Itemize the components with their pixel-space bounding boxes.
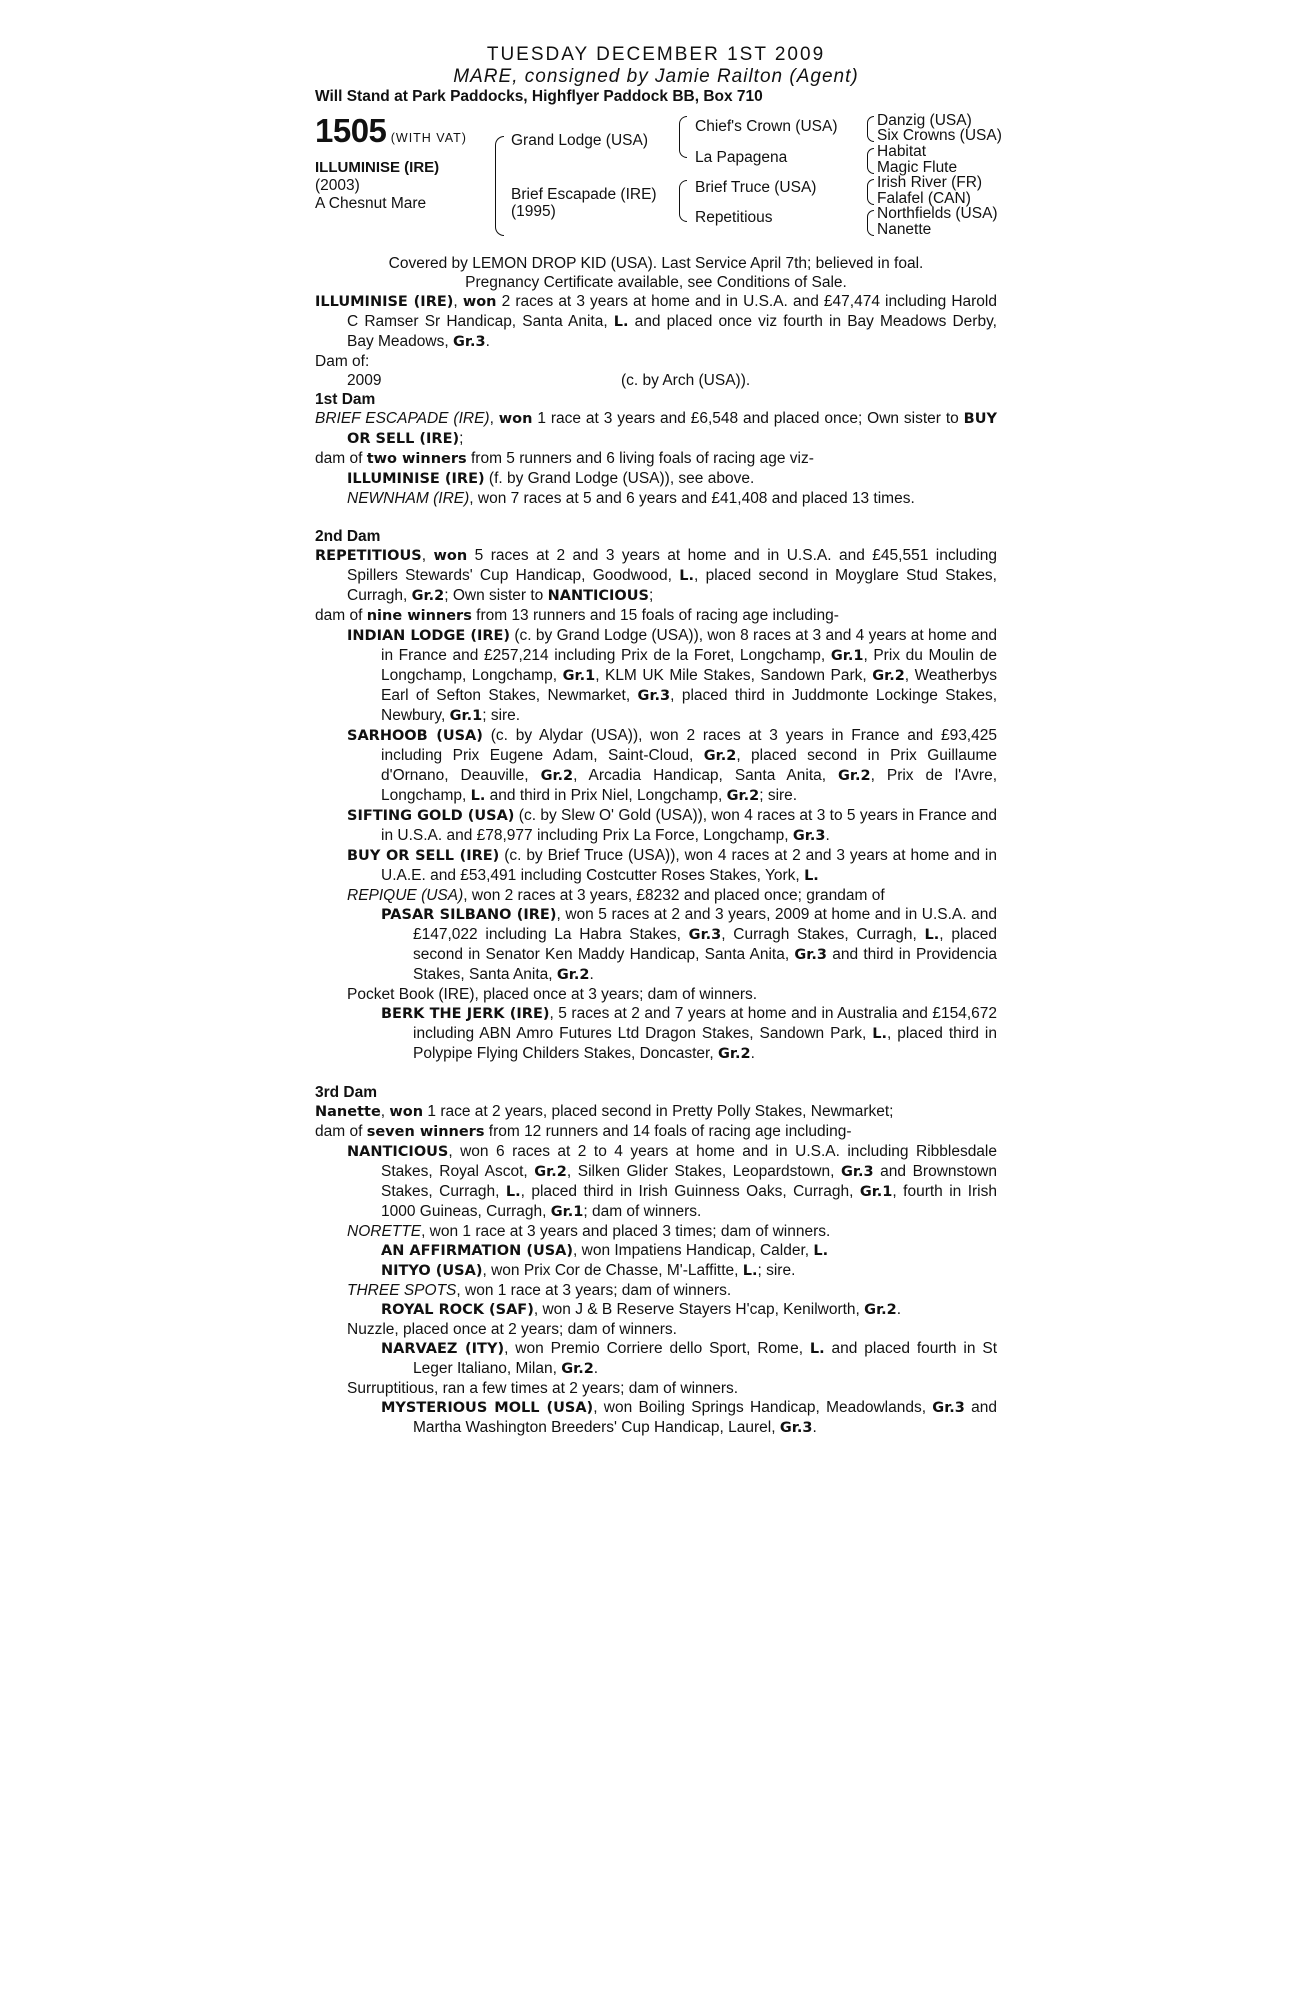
text: , 5 races at 2 and 7 years at home and in Australia and £154,672 including ABN Amro Futures Ltd Dragon Stakes, Sandown Park,: [413, 1005, 998, 1042]
dam-of-prefix: dam of: [315, 607, 367, 624]
lot-number: 1505: [315, 112, 387, 149]
text: .: [750, 1045, 755, 1062]
listed-mark: L.: [742, 1263, 758, 1279]
sale-date: TUESDAY DECEMBER 1ST 2009: [486, 44, 826, 65]
group-mark: Gr.1: [449, 708, 483, 724]
group-mark: Gr.3: [932, 1400, 965, 1416]
foal-name: INDIAN LODGE (IRE): [347, 628, 511, 644]
listed-mark: L.: [804, 868, 819, 884]
third-dam-section: 3rd Dam Nanette, won 1 race at 2 years, placed second in Pretty Polly Stakes, Newmarket; dam of seven winners from 12 runners and 14 foals of racing age including- NANTICIOUS, won 6 races at 2 to 4 years at home and in U.S.A. including Ribblesdale Stakes, Royal Ascot, Gr.2, Silken Glider Stakes, Leopardstown, Gr.3 and Brownstown Stakes, Curragh, L., placed third in Irish Guinness Oaks, Curragh, Gr.1, fourth in Irish 1000 Guineas, Curragh, Gr.1; dam of winners. NORETTE, won 1 race at 3 years and placed 3 times; dam of winners. AN AFFIRMATION (USA), won Impatiens Handicap, Calder, L. NITYO (USA), won Prix Cor de Chasse, M'-Laffitte, L.; sire. THREE SPOTS, won 1 race at 3 years; dam of winners. ROYAL ROCK (SAF), won J & B Reserve Stayers H'cap, Kenilworth, Gr.2. Nuzzle, placed once at 2 years; dam of winners. NARVAEZ (ITY), won Premio Corriere dello Sport, Rome, L. and placed fourth in St Leger Italiano, Milan, Gr.2. Surruptitious, ran a few times at 2 years; dam of winners. MYSTERIOUS MOLL (USA), won Boiling Springs Handicap, Meadowlands, Gr.3 and Martha Washington Breeders' Cup Handicap, Laurel, Gr.3.: [315, 1084, 998, 1436]
text: , placed third in Polypipe Flying Childers Stakes, Doncaster,: [413, 1025, 997, 1062]
text: and Brownstown Stakes, Curragh,: [381, 1163, 997, 1200]
listed-mark: L.: [924, 927, 940, 943]
first-dam-section: 1st Dam BRIEF ESCAPADE (IRE), won 1 race at 3 years and £6,548 and placed once; Own sister to BUY OR SELL (IRE); dam of two winners from 5 runners and 6 living foals of racing age viz- ILLUMINISE (IRE) (f. by Grand Lodge (USA)), see above. NEWNHAM (IRE), won 7 races at 5 and 6 years and £41,408 and placed 13 times.: [315, 391, 997, 507]
foal-line: Surruptitious, ran a few times at 2 years; dam of winners.: [347, 1380, 739, 1397]
lot-number-line: [315, 114, 467, 148]
foal-line: Nuzzle, placed once at 2 years; dam of winners.: [347, 1321, 677, 1338]
group-mark: Gr.3: [794, 947, 827, 963]
text: , won Premio Corriere dello Sport, Rome,: [504, 1340, 810, 1357]
grandfoal-name: AN AFFIRMATION (USA): [381, 1243, 574, 1259]
brace-g4: [867, 210, 874, 236]
group-mark: Gr.2: [838, 768, 871, 784]
sister-name: BUY OR SELL (IRE): [347, 411, 997, 447]
text: , placed second in Senator Ken Maddy Handicap, Santa Anita,: [413, 926, 998, 963]
record-text: 2 races at 3 years at home and in U.S.A. and £47,474 including Harold C Ramser Sr Handicap, Santa Anita,: [347, 293, 997, 330]
group-mark: Gr.2: [717, 1046, 751, 1062]
first-dam-text: 1 race at 3 years and £6,548 and placed once; Own sister to: [532, 410, 964, 427]
second-dam-heading: 2nd Dam: [315, 528, 381, 545]
grandfoal-name: NITYO (USA): [381, 1263, 483, 1279]
vat-note: (WITH VAT): [390, 131, 467, 145]
text: , won 6 races at 2 to 4 years at home and in U.S.A. including Ribblesdale Stakes, Royal Ascot,: [381, 1143, 997, 1180]
brace-dam: [679, 180, 687, 222]
listed-mark: L.: [505, 1184, 521, 1200]
group-mark: Gr.2: [411, 588, 445, 604]
group-mark: Gr.3: [779, 1420, 813, 1436]
granddam-8: Nanette: [877, 221, 932, 238]
text: , placed third in Irish Guinness Oaks, Curragh,: [520, 1183, 860, 1200]
grandfoal-name: BERK THE JERK (IRE): [381, 1006, 550, 1022]
record-horse-name: ILLUMINISE (IRE): [315, 294, 454, 310]
text: .: [593, 1360, 599, 1377]
foal-text: (f. by Grand Lodge (USA)), see above.: [484, 470, 755, 487]
text: (c. by Grand Lodge (USA)), won 8 races at 3 and 4 years at home and in France and £257,214 including Prix de la Foret, Longchamp,: [381, 627, 997, 664]
record-text-2: and placed once viz fourth in Bay Meadows Derby, Bay Meadows,: [347, 313, 997, 350]
text: 1 race at 2 years, placed second in Pretty Polly Stakes, Newmarket;: [423, 1103, 894, 1120]
text: , fourth in Irish 1000 Guineas, Curragh,: [381, 1183, 997, 1220]
foal-name: NANTICIOUS: [347, 1144, 449, 1160]
group-mark: Gr.3: [637, 688, 671, 704]
brace-g1: [867, 116, 874, 142]
group-mark: Gr.2: [540, 768, 574, 784]
listed-mark: L.: [470, 788, 486, 804]
first-dam-name: BRIEF ESCAPADE (IRE): [315, 410, 490, 427]
second-dam-section: 2nd Dam REPETITIOUS, won 5 races at 2 and 3 years at home and in U.S.A. and £45,551 including Spillers Stewards' Cup Handicap, Goodwood, L., placed second in Moyglare Stud Stakes, Curragh, Gr.2; Own sister to NANTICIOUS; dam of nine winners from 13 runners and 15 foals of racing age including- INDIAN LODGE (IRE) (c. by Grand Lodge (USA)), won 8 races at 3 and 4 years at home and in France and £257,214 including Prix de la Foret, Longchamp, Gr.1, Prix du Moulin de Longchamp, Longchamp, Gr.1, KLM UK Mile Stakes, Sandown Park, Gr.2, Weatherbys Earl of Sefton Stakes, Newmarket, Gr.3, placed third in Juddmonte Lockinge Stakes, Newbury, Gr.1; sire. SARHOOB (USA) (c. by Alydar (USA)), won 2 races at 3 years in France and £93,425 including Prix Eugene Adam, Saint-Cloud, Gr.2, placed second in Prix Guillaume d'Ornano, Deauville, Gr.2, Arcadia Handicap, Santa Anita, Gr.2, Prix de l'Avre, Longchamp, L. and third in Prix Niel, Longchamp, Gr.2; sire. SIFTING GOLD (USA) (c. by Slew O' Gold (USA)), won 4 races at 3 to 5 years in France and in U.S.A. and £78,977 including Prix La Force, Longchamp, Gr.3. BUY OR SELL (IRE) (c. by Brief Truce (USA)), won 4 races at 2 and 3 years at home and in U.A.E. and £53,491 including Costcutter Roses Stakes, York, L. REPIQUE (USA), won 2 races at 3 years, £8232 and placed once; grandam of PASAR SILBANO (IRE), won 5 races at 2 and 3 years, 2009 at home and in U.S.A. and £147,022 including La Habra Stakes, Gr.3, Curragh Stakes, Curragh, L., placed second in Senator Ken Maddy Handicap, Santa Anita, Gr.3 and third in Providencia Stakes, Santa Anita, Gr.2. Pocket Book (IRE), placed once at 3 years; dam of winners. BERK THE JERK (IRE), 5 races at 2 and 7 years at home and in Australia and £154,672 including ABN Amro Futures Ltd Dragon Stakes, Sandown Park, L., placed third in Polypipe Flying Childers Stakes, Doncaster, Gr.2.: [315, 528, 998, 1062]
granddam-1: Danzig (USA): [877, 112, 972, 129]
foal-name: SARHOOB (USA): [347, 728, 483, 744]
text: , won 5 races at 2 and 3 years, 2009 at home and in U.S.A. and £147,022 including La Habra Stakes,: [413, 906, 997, 943]
listed-mark: L.: [679, 568, 695, 584]
listed-mark: L.: [872, 1026, 887, 1042]
catalogue-page: [315, 44, 1002, 1438]
dam-of-prefix: dam of: [315, 450, 367, 467]
text: (c. by Slew O' Gold (USA)), won 4 races at 3 to 5 years in France and in U.S.A. and £78,977 including Prix La Force, Longchamp,: [381, 807, 997, 844]
third-dam-name: Nanette: [315, 1104, 381, 1120]
granddam-7: Northfields (USA): [877, 205, 998, 222]
text: .: [589, 966, 594, 983]
text: 5 races at 2 and 3 years at home and in U.S.A. and £45,551 including Spillers Stewards' Cup Handicap, Goodwood,: [347, 547, 997, 584]
dam-of-prefix: dam of: [315, 1123, 367, 1140]
foal-name: SIFTING GOLD (USA): [347, 808, 515, 824]
text: and third in Prix Niel, Longchamp,: [485, 787, 727, 804]
text: , placed second in Prix Guillaume d'Ornano, Deauville,: [381, 747, 997, 784]
horse-name: ILLUMINISE (IRE): [315, 159, 440, 176]
listed-mark: L.: [813, 1243, 829, 1259]
text: , KLM UK Mile Stakes, Sandown Park,: [595, 667, 873, 684]
group-mark: Gr.2: [556, 967, 590, 983]
consignment-line: MARE, consigned by Jamie Railton (Agent): [453, 66, 859, 87]
group-mark: Gr.2: [872, 668, 905, 684]
grandfoal-name: MYSTERIOUS MOLL (USA): [381, 1400, 594, 1416]
pedigree-block: [315, 112, 1002, 254]
text: , placed second in Moyglare Stud Stakes, Curragh,: [347, 567, 997, 604]
text: and placed fourth in St Leger Italiano, Milan,: [413, 1340, 997, 1377]
record-end: .: [485, 333, 490, 350]
granddam-4: Magic Flute: [877, 159, 958, 176]
sister-name: NANTICIOUS: [547, 588, 649, 604]
foal-name: NEWNHAM (IRE): [347, 490, 470, 507]
group-mark: Gr.2: [534, 1164, 567, 1180]
text: , Silken Glider Stakes, Leopardstown,: [566, 1163, 841, 1180]
second-dam-name: REPETITIOUS: [315, 548, 422, 564]
foal-text: , won 7 races at 5 and 6 years and £41,408 and placed 13 times.: [469, 490, 915, 507]
brace-g2: [867, 148, 874, 174]
text: and Martha Washington Breeders' Cup Handicap, Laurel,: [413, 1399, 998, 1436]
text: , Prix du Moulin de Longchamp, Longchamp,: [381, 647, 997, 684]
text: ; sire.: [759, 787, 798, 804]
grandfoal-name: PASAR SILBANO (IRE): [381, 907, 557, 923]
group-mark: Gr.3: [840, 1164, 874, 1180]
sire-dam: La Papagena: [695, 149, 788, 166]
grandfoal-name: ROYAL ROCK (SAF): [381, 1302, 534, 1318]
race-record: ILLUMINISE (IRE), won 2 races at 3 years at home and in U.S.A. and £47,474 including Harold C Ramser Sr Handicap, Santa Anita, L. and placed once viz fourth in Bay Meadows Derby, Bay Meadows, Gr.3. Dam of: 2009 (c. by Arch (USA)).: [315, 293, 997, 389]
text: ; Own sister to: [444, 587, 548, 604]
winners-count: nine winners: [366, 608, 472, 624]
text: ; sire.: [757, 1262, 796, 1279]
first-dam-heading: 1st Dam: [315, 391, 376, 408]
group-mark: Gr.2: [703, 748, 737, 764]
group-mark: Gr.1: [859, 1184, 893, 1200]
text: ; sire.: [482, 707, 521, 724]
text: ; dam of winners.: [583, 1203, 702, 1220]
text: .: [825, 827, 830, 844]
listed-mark: L.: [809, 1341, 825, 1357]
dam-of-suffix: from 5 runners and 6 living foals of racing age viz-: [466, 450, 814, 467]
pregnancy-line: Pregnancy Certificate available, see Conditions of Sale.: [465, 274, 847, 291]
brace-parents: [495, 136, 504, 236]
sire-sire: Chief's Crown (USA): [695, 118, 838, 135]
dam-name: Brief Escapade (IRE): [511, 186, 657, 203]
group-mark: Gr.1: [830, 648, 864, 664]
won-label: won: [433, 548, 468, 564]
horse-description: A Chesnut Mare: [315, 195, 427, 212]
text: , Prix de l'Avre, Longchamp,: [381, 767, 998, 804]
text: , won Prix Cor de Chasse, M'-Laffitte,: [482, 1262, 743, 1279]
produce-row: [315, 371, 997, 390]
produce-year: 2009: [347, 372, 382, 389]
dam-year: (1995): [511, 203, 556, 220]
covered-line: Covered by LEMON DROP KID (USA). Last Service April 7th; believed in foal.: [388, 255, 924, 272]
foal-name: THREE SPOTS: [347, 1282, 457, 1299]
won-label: won: [498, 411, 533, 427]
text: , won 1 race at 3 years and placed 3 times; dam of winners.: [421, 1223, 831, 1240]
text: and third in Providencia Stakes, Santa Anita,: [413, 946, 998, 983]
text: (c. by Alydar (USA)), won 2 races at 3 years in France and £93,425 including Prix Eugene Adam, Saint-Cloud,: [381, 727, 997, 764]
listed-mark: L.: [613, 314, 629, 330]
winners-count: two winners: [366, 451, 467, 467]
granddam-3: Habitat: [877, 143, 927, 160]
granddam-2: Six Crowns (USA): [877, 127, 1002, 144]
text: , won J & B Reserve Stayers H'cap, Kenilworth,: [533, 1301, 865, 1318]
foal-name: ILLUMINISE (IRE): [347, 471, 485, 487]
text: , placed third in Juddmonte Lockinge Stakes, Newbury,: [381, 687, 997, 724]
brace-sire: [679, 116, 687, 158]
foal-name: REPIQUE (USA): [347, 887, 464, 904]
foal-name: NORETTE: [347, 1223, 422, 1240]
text: ;: [648, 587, 654, 604]
brace-g3: [867, 179, 874, 205]
sire-name: Grand Lodge (USA): [511, 132, 648, 149]
dam-of-suffix: from 12 runners and 14 foals of racing age including-: [484, 1123, 852, 1140]
text: , won Boiling Springs Handicap, Meadowlands,: [593, 1399, 933, 1416]
text: , won Impatiens Handicap, Calder,: [573, 1242, 814, 1259]
winners-count: seven winners: [366, 1124, 485, 1140]
text: , Curragh Stakes, Curragh,: [721, 926, 925, 943]
dam-dam: Repetitious: [695, 209, 773, 226]
granddam-5: Irish River (FR): [877, 174, 983, 191]
text: .: [896, 1301, 902, 1318]
horse-year: (2003): [315, 177, 360, 194]
text: .: [812, 1419, 817, 1436]
dam-of-suffix: from 13 runners and 15 foals of racing age including-: [471, 607, 839, 624]
group-mark: Gr.1: [550, 1204, 584, 1220]
text: , Weatherbys Earl of Sefton Stakes, Newmarket,: [381, 667, 998, 704]
text: , Arcadia Handicap, Santa Anita,: [573, 767, 839, 784]
text: , won 2 races at 3 years, £8232 and placed once; grandam of: [463, 887, 885, 904]
group-mark: Gr.2: [561, 1361, 594, 1377]
won-label: won: [389, 1104, 424, 1120]
dam-of-label: Dam of:: [315, 353, 370, 370]
text: (c. by Brief Truce (USA)), won 4 races at 2 and 3 years at home and in U.A.E. and £53,491 including Costcutter Roses Stakes, York,: [381, 847, 997, 884]
third-dam-heading: 3rd Dam: [315, 1084, 378, 1101]
first-dam-end: ;: [459, 430, 464, 447]
group-mark: Gr.1: [562, 668, 596, 684]
group-mark: Gr.2: [864, 1302, 897, 1318]
group-mark: Gr.3: [688, 927, 722, 943]
foal-name: BUY OR SELL (IRE): [347, 848, 500, 864]
won-label: won: [462, 294, 497, 310]
group-mark: Gr.3: [792, 828, 826, 844]
foal-line: Pocket Book (IRE), placed once at 3 years; dam of winners.: [347, 986, 758, 1003]
produce-desc: (c. by Arch (USA)).: [621, 372, 751, 389]
group-mark: Gr.2: [726, 788, 760, 804]
dam-sire: Brief Truce (USA): [695, 179, 817, 196]
granddam-6: Falafel (CAN): [877, 190, 971, 207]
group-mark: Gr.3: [452, 334, 486, 350]
stand-location: Will Stand at Park Paddocks, Highflyer Paddock BB, Box 710: [315, 88, 763, 105]
text: , won 1 race at 3 years; dam of winners.: [456, 1282, 732, 1299]
covered-note: [315, 254, 997, 292]
grandfoal-name: NARVAEZ (ITY): [381, 1341, 505, 1357]
